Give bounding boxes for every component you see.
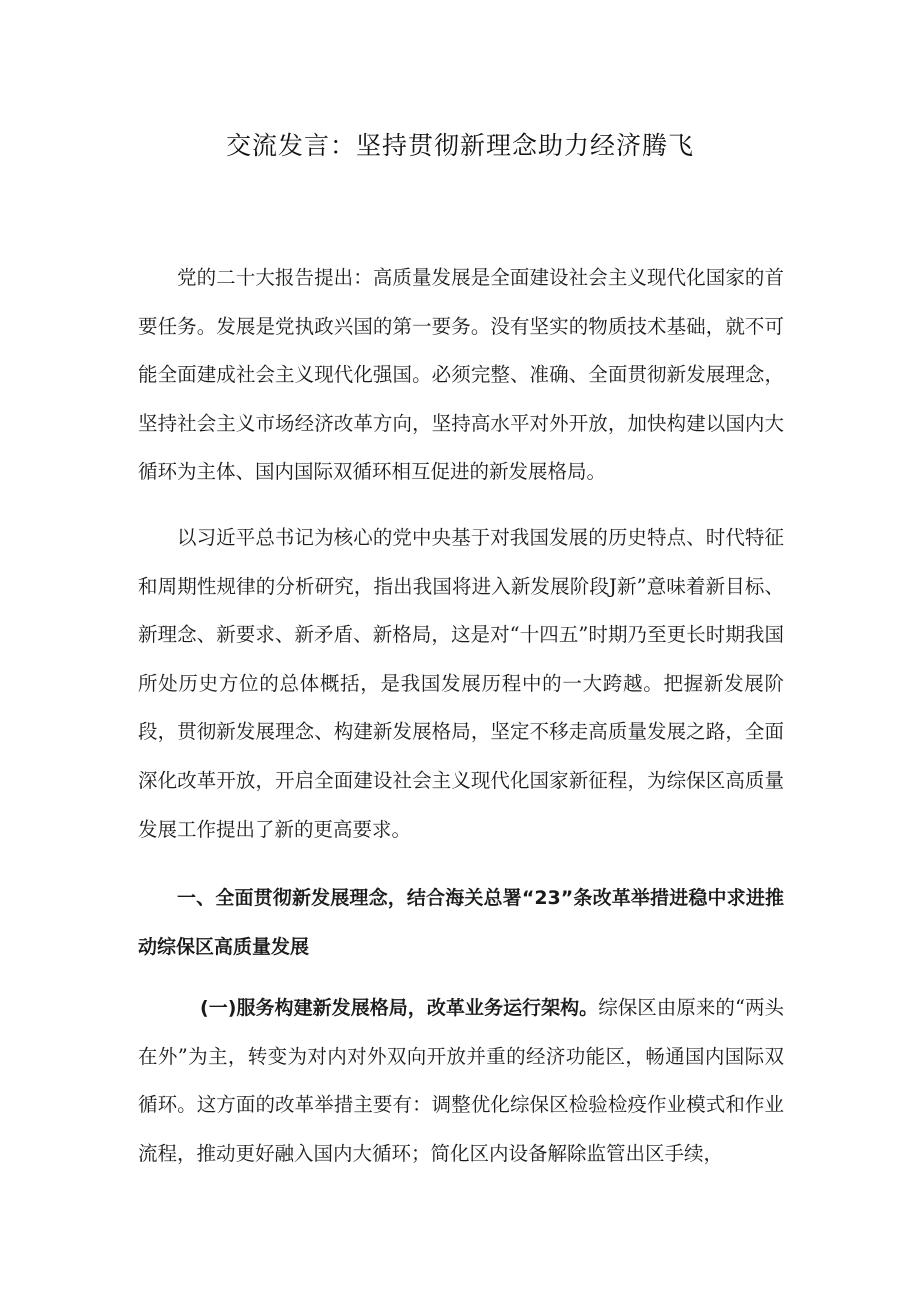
document-title: 交流发言：坚持贯彻新理念助力经济腾飞 xyxy=(225,131,694,160)
paragraph-2: 以习近平总书记为核心的党中央基于对我国发展的历史特点、时代特征和周期性规律的分析研究，指出我国将进入新发展阶段J新”意味着新目标、新理念、新要求、新矛盾、新格局，这是对“十四五”时期乃至更长时期我国所处历史方位的总体概括，是我国发展历程中的一大跨越。把握新发展阶段，贯彻新发展理念、构建新发展格局，坚定不移走高质量发展之路，全面深化改革开放，开启全面建设社会主义现代化国家新征程，为综保区高质量发展工作提出了新的更高要求。 xyxy=(138,526,784,841)
paragraph-3 xyxy=(138,984,784,1178)
section-heading: 一、全面贯彻新发展理念，结合海关总署“23”条改革举措进稳中求进推动综保区高质量发展 xyxy=(138,887,784,958)
paragraph-3-lead: (一)服务构建新发展格局，改革业务运行架构。 xyxy=(200,997,599,1019)
paragraph-3-body: 综保区由原来的“两头在外”为主，转变为对内对外双向开放并重的经济功能区，畅通国内国际双循环。这方面的改革举措主要有：调整优化综保区检验检疫作业模式和作业流程，推动更好融入国内大循环；简化区内设备解除监管出区手续， xyxy=(138,996,784,1165)
paragraph-1: 党的二十大报告提出：高质量发展是全面建设社会主义现代化国家的首要任务。发展是党执政兴国的第一要务。没有坚实的物质技术基础，就不可能全面建成社会主义现代化强国。必须完整、准确、全面贯彻新发展理念，坚持社会主义市场经济改革方向，坚持高水平对外开放，加快构建以国内大循环为主体、国内国际双循环相互促进的新发展格局。 xyxy=(138,266,784,484)
